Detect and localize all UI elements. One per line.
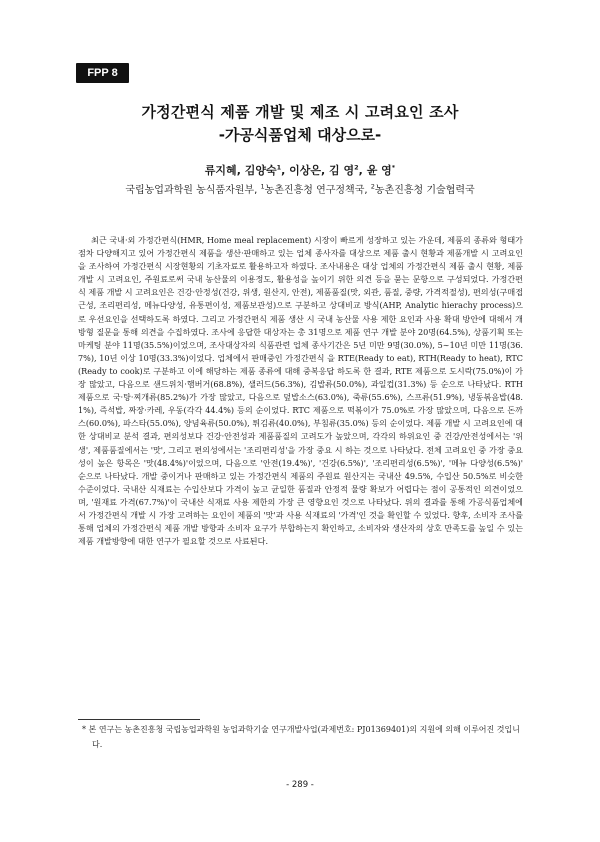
affiliation: 농촌진흥청 기술협력국 <box>374 185 475 196</box>
section-badge: FPP 8 <box>76 63 129 83</box>
author: 김양숙 <box>244 164 277 177</box>
affiliation: 국립농업과학원 농식품자원부 <box>125 185 255 196</box>
affiliation-list: 국립농업과학원 농식품자원부, $^1$농촌진흥청 연구정책국, $^2$농촌진흥청 기술협력국 <box>125 182 475 196</box>
abstract-body: 최근 국내·외 가정간편식(HMR, Home meal replacement) 시장이 빠르게 성장하고 있는 가운데, 제품의 종류와 형태가 점차 다양해지고 있어 가정간편식 제품을 생산·판매하고 있는 업체 종사자를 대상으로 제품 출시 현황과 제품개발 시 고려요인을 조사하여 가정간편식 시장현황의 기초자료로 활용하고자 하였다. 조사내용은 대상 업체의 가정간편식 제품 출시 현황, 제품 개발 시 고려요인, 주원료로써 국내 농산물의 이용정도, 활용성을 높이기 위한 의견 등을 묻는 문항으로 구성되었다. 가정간편식 제품 개발 시 고려요인은 건강·안정성(건강, 위생, 원산지, 안전), 제품품질(맛, 외관, 품질, 중량, 가격적절성), 편의성(구매접근성, 조리편리성, 메뉴다양성, 유통편이성, 제품보관성)으로 구분하고 상대비교 방식(AHP, Analytic hierachy process)으로 우선요인을 선택하도록 하였다. 그리고 가정간편식 제품 생산 시 국내 농산물 사용 제한 요인과 사용 확대 방안에 대해서 개방형 질문을 통해 의견을 수집하였다. 조사에 응답한 대상자는 총 31명으로 제품 연구 개발 분야 20명(64.5%), 상품기획 또는 마케팅 분야 11명(35.5%)이었으며, 조사대상자의 식품관련 업체 종사기간은 5년 미만 9명(30.0%), 5∼10년 미만 11명(36.7%), 10년 이상 10명(33.3%)이었다. 업체에서 판매중인 가정간편식 을 RTE(Ready to eat), RTH(Ready to heat), RTC(Ready to cook)로 구분하고 이에 해당하는 제품 종류에 대해 중복응답 하도록 한 결과, RTE 제품으로 도시락(75.0%)이 가장 많았고, 다음으로 샌드위치·햄버거(68.8%), 샐러드(56.3%), 김밥류(50.0%), 과일컵(31.3%) 등 순으로 나타났다. RTH 제품으로 국·탕·찌개류(85.2%)가 가장 많았고, 다음으로 덮밥소스(63.0%), 죽류(55.6%), 스프류(51.9%), 냉동볶음밥(48.1%), 즉석밥, 짜장·카레, 우동(각각 44.4%) 등의 순이었다. RTC 제품으로 떡볶이가 75.0%로 가장 많았으며, 다음으로 돈까스(60.0%), 파스타(55.0%), 양념육류(50.0%), 튀김류(40.0%), 부침류(35.0%) 등의 순이었다. 제품 개발 시 고려요인에 대한 상대비교 분석 결과, 편의성보다 건강·안전성과 제품품질의 고려도가 높았으며, 각각의 하위요인 중 건강/안전성에서는 '위생', 제품품질에서는 '맛', 그리고 편의성에서는 '조리편리성'을 가장 중요 시 하는 것으로 나타났다. 전체 고려요인 중 가장 중요성이 높은 항목은 '맛(48.4%)'이었으며, 다음으로 '안전(19.4%)', '건강(6.5%)', '조리편리성(6.5%)', '메뉴 다양성(6.5%)' 순으로 나타났다. 개발 중이거나 판매하고 있는 가정간편식 제품의 주원료 원산지는 국내산 49.5%, 수입산 50.5%로 비슷한 수준이었다. 국내산 식재료는 수입산보다 가격이 높고 균일한 품질과 안정적 물량 확보가 어렵다는 점이 공통적인 의견이었으며, '원재료 가격(67.7%)'이 국내산 식재료 사용 제한의 가장 큰 영향요인 것으로 나타났다. 위의 결과를 통해 가공식품업체에서 가정간편식 개발 시 가장 고려하는 요인이 제품의 '맛'과 사용 식재료의 '가격'인 것을 확인할 수 있었다. 향후, 소비자 조사를 통해 업체의 가정간편식 제품 개발 방향과 소비자 요구가 부합하는지 확인하고, 소비자와 생산자의 상호 만족도를 높일 수 있는 제품 개발방향에 대한 연구가 필요할 것으로 사료된다. <box>78 235 524 547</box>
paper-title: 가정간편식 제품 개발 및 제조 시 고려요인 조사 <box>141 103 459 121</box>
affiliation-sup: 1 <box>260 182 265 191</box>
author-sup: * <box>391 163 396 172</box>
paper-subtitle: -가공식품업체 대상으로- <box>218 126 382 144</box>
author-sup: 1 <box>276 163 282 172</box>
footnote-divider <box>78 719 200 720</box>
author-sup: 2 <box>354 163 359 172</box>
author: 윤 영 <box>366 164 392 177</box>
author: 이상은 <box>289 164 322 177</box>
author-list: 류지혜, 김양숙$^1$, 이상은, 김 영$^2$, 윤 영* <box>204 163 396 177</box>
author: 류지혜 <box>204 164 237 177</box>
author: 김 영 <box>329 164 355 177</box>
affiliation-sup: 2 <box>370 182 375 191</box>
affiliation: 농촌진흥청 연구정책국 <box>264 185 365 196</box>
funding-footnote: * 본 연구는 농촌진흥청 국립농업과학원 농업과학기술 연구개발사업(과제번호: PJ01369401)의 지원에 의해 이루어진 것입니다. <box>82 725 520 749</box>
page-number: - 289 - <box>286 780 314 790</box>
